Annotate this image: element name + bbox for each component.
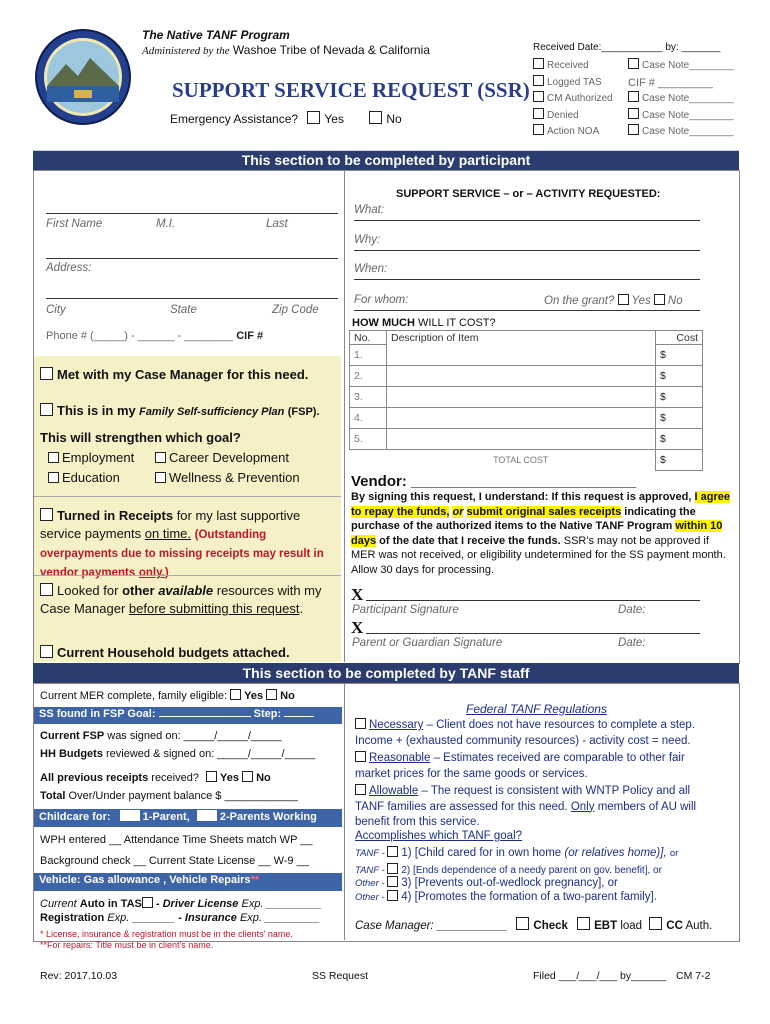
col-no: No. [350,331,387,345]
background-check: Background check __ Current State License __ W-9 __ [40,855,309,867]
received-date: Received Date:___________ by: _______ [533,42,721,53]
license-note: * License, insurance & registration must be in the clients' name. [40,929,293,939]
zip-label: Zip Code [272,304,319,316]
tribal-seal-logo [34,28,132,126]
career-checkbox[interactable] [155,452,166,463]
case-note-checkbox[interactable] [628,108,639,119]
goal-3-checkbox[interactable] [387,876,398,887]
form-name: SS Request [312,970,369,982]
case-manager-row: Case Manager: ___________ Check EBT load CC Auth. [355,917,712,932]
check-checkbox[interactable] [516,917,529,930]
on-grant: On the grant? Yes No [544,295,683,307]
case-note-checkbox[interactable] [628,91,639,102]
tanf-goal-3: Other - 3) [Prevents out-of-wedlock pregnancy], or [355,877,618,889]
auto-tas-checkbox[interactable] [142,897,153,908]
previous-receipts: All previous receipts received? Yes No [40,772,271,784]
budgets-item: Current Household budgets attached. [40,645,290,660]
emergency-assistance: Emergency Assistance? Yes No [170,112,402,126]
parent-signature-line[interactable] [366,633,700,634]
date-label: Date: [618,604,646,616]
participant-x: X [351,585,364,604]
goal-2-checkbox[interactable] [387,863,398,874]
ss-found-bar: SS found in FSP Goal: Step: [34,707,342,724]
administered-by: Administered by the Washoe Tribe of Nevada & California [142,43,430,57]
cost-table [349,330,703,471]
goal-career: Career Development [155,450,289,465]
goal-question: This will strengthen which goal? [40,430,241,445]
action-noa-checkbox[interactable] [533,124,544,135]
wph-entered: WPH entered __ Attendance Time Sheets match WP __ [40,834,313,846]
last-name-label: Last [266,218,288,230]
participant-signature-line[interactable] [366,600,700,601]
cc-checkbox[interactable] [649,917,662,930]
what-field[interactable]: What: [354,204,700,221]
form-title: SUPPORT SERVICE REQUEST (SSR) [172,78,530,102]
address-label: Address: [46,262,92,274]
education-checkbox[interactable] [48,472,59,483]
cost-row: 2. $ [350,366,703,387]
col-desc: Description of Item [387,331,656,345]
signing-statement: By signing this request, I understand: If this request is approved, I agree to repay the funds, or submit original sales receipts indicating the purchase of the authorized items to the Native TANF Program within 10 days of the date that I receive the funds. SSR's may not be approved if MER was not received, or eligibility undetermined for the SS payment month. Allow 30 days for processing. [351,491,730,576]
receipts-yes-checkbox[interactable] [206,771,217,782]
cost-row: 3. $ [350,387,703,408]
form-code: CM 7-2 [676,970,711,982]
reasonable-checkbox[interactable] [355,751,366,762]
filed-line: Filed ___/___/___ by______ [533,970,667,982]
office-status-list: Received Logged TAS CM Authorized Denied Action NOA [533,58,613,141]
vehicle-bar: Vehicle: Gas allowance , Vehicle Repairs** [34,873,342,891]
tanf-goal-2: TANF - 2) [Ends dependence of a needy parent on gov. benefit], or [355,865,662,876]
when-field[interactable]: When: [354,263,700,280]
cm-authorized-checkbox[interactable] [533,91,544,102]
allowable-checkbox[interactable] [355,784,366,795]
necessary-item: Necessary – Client does not have resources to complete a step. Income + (exhausted community resources) - activity cost = need. [355,719,696,747]
other-resources-item: Looked for other available resources with my Case Manager before submitting this request. [40,583,322,616]
goal-education: Education [48,470,120,485]
childcare-bar: Childcare for: 1-Parent, 2-Parents Working [34,809,342,827]
emergency-yes-checkbox[interactable] [307,111,320,124]
participant-section-band: This section to be completed by participant [33,151,739,170]
first-name-label: First Name [46,218,103,230]
revision: Rev: 2017.10.03 [40,970,118,982]
request-heading: SUPPORT SERVICE – or – ACTIVITY REQUESTED: [396,188,661,200]
emergency-no-checkbox[interactable] [369,111,382,124]
tanf-goal-1: TANF - 1) [Child cared for in own home (or relatives home)], or [355,847,679,859]
auto-in-tas: Current Auto in TAS - Driver License Exp. _________ [40,898,322,910]
necessary-checkbox[interactable] [355,718,366,729]
how-much-label: HOW MUCH WILL IT COST? [352,317,496,329]
parent-signature-label: Parent or Guardian Signature [352,637,503,649]
mer-no-checkbox[interactable] [266,689,277,700]
received-checkbox[interactable] [533,58,544,69]
grant-yes-checkbox[interactable] [618,294,629,305]
vendor-field[interactable]: Vendor: ___________________________ [351,473,637,490]
mer-yes-checkbox[interactable] [230,689,241,700]
for-whom-field[interactable]: For whom: On the grant? Yes No [354,294,700,311]
cost-row: 5. $ [350,429,703,450]
registration-insurance: Registration Exp. _______ - Insurance Exp. _________ [40,912,321,924]
col-cost: Cost [656,331,703,345]
fsp-item: This is in my Family Self-sufficiency Plan (FSP). [40,403,320,418]
denied-checkbox[interactable] [533,108,544,119]
other-resources-checkbox[interactable] [40,583,53,596]
grant-no-checkbox[interactable] [654,294,665,305]
why-field[interactable]: Why: [354,234,700,251]
cost-row: 1. $ [350,345,703,366]
participant-signature-label: Participant Signature [352,604,459,616]
cost-row: 4. $ [350,408,703,429]
wellness-checkbox[interactable] [155,472,166,483]
receipts-item: Turned in Receipts for my last supportive service payments on time. (Outstanding overpayments due to missing receipts may result in vendor payments only.) [40,508,324,579]
goal-employment: Employment [48,450,134,465]
mi-label: M.I. [156,218,176,230]
goal-4-checkbox[interactable] [387,890,398,901]
federal-regs-title: Federal TANF Regulations [466,702,607,716]
reasonable-item: Reasonable – Estimates received are comparable to other fair market prices for the same goods or services. [355,752,685,780]
receipts-no-checkbox[interactable] [242,771,253,782]
met-case-manager: Met with my Case Manager for this need. [40,367,308,382]
budgets-checkbox[interactable] [40,645,53,658]
program-name: The Native TANF Program [142,28,290,42]
total-row: TOTAL COST $ [350,450,703,471]
allowable-item: Allowable – The request is consistent with WNTP Policy and all TANF families are assessed for this need. Only members of AU will benefit from this service. [355,785,697,828]
receipts-checkbox[interactable] [40,508,53,521]
logged-tas-checkbox[interactable] [533,75,544,86]
parent-x: X [351,618,364,637]
case-note-checkbox[interactable] [628,124,639,135]
fsp-signed: Current FSP was signed on: _____/_____/_____ [40,730,282,742]
ebt-checkbox[interactable] [577,917,590,930]
mer-complete: Current MER complete, family eligible: Yes No [40,690,295,702]
goal-wellness: Wellness & Prevention [155,470,300,485]
repairs-note: **For repairs: Title must be in client's name. [40,940,214,950]
goal-1-checkbox[interactable] [387,846,398,857]
fsp-checkbox[interactable] [40,403,53,416]
tanf-goal-4: Other - 4) [Promotes the formation of a two-parent family]. [355,891,657,903]
state-label: State [170,304,197,316]
employment-checkbox[interactable] [48,452,59,463]
accomplishes-goal: Accomplishes which TANF goal? [355,830,523,842]
phone-cif: Phone # (_____) - ______ - ________ CIF # [46,330,264,342]
city-label: City [46,304,66,316]
payment-balance: Total Over/Under payment balance $ ____________ [40,790,298,802]
met-cm-checkbox[interactable] [40,367,53,380]
case-note-checkbox[interactable] [628,58,639,69]
case-note-list: Case Note________ CIF # _________ Case Note________ Case Note________ Case Note________ [628,60,734,137]
hh-budgets: HH Budgets reviewed & signed on: _____/_____/_____ [40,748,316,760]
staff-section-band: This section to be completed by TANF staff [33,663,739,683]
date-label: Date: [618,637,646,649]
